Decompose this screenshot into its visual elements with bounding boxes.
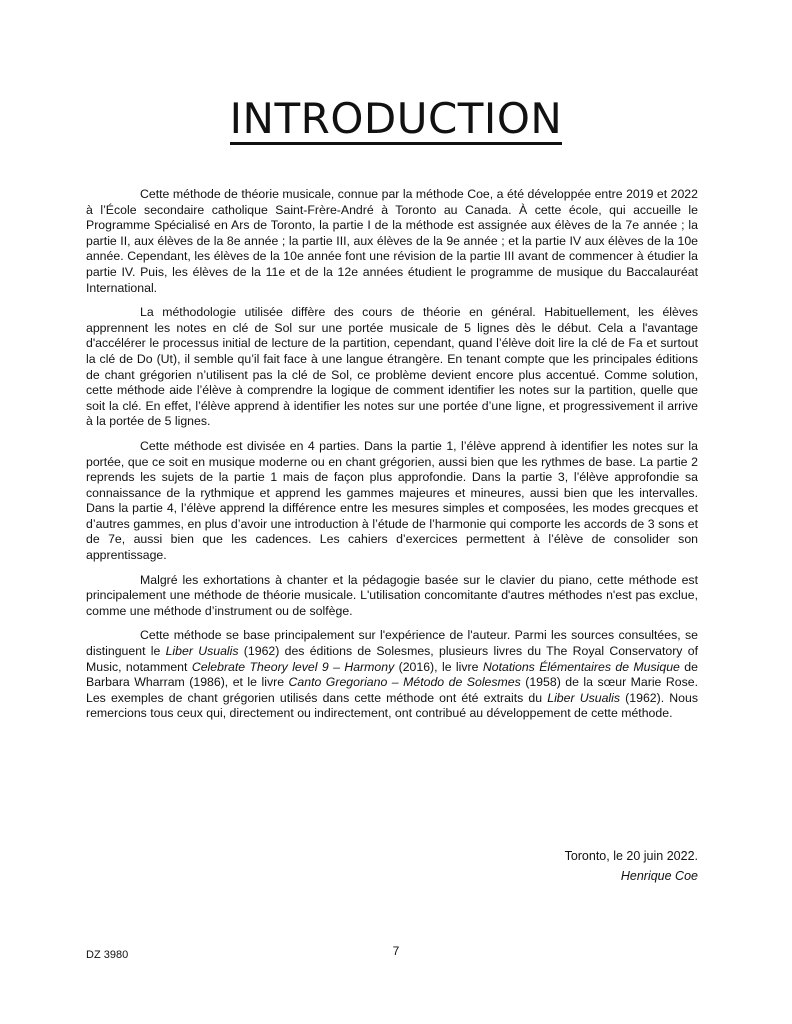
paragraph-3: Cette méthode est divisée en 4 parties. Dans la partie 1, l’élève apprend à identifier les notes sur la portée, que ce soit en musique moderne ou en chant grégorien, aussi bien que les rythmes de base. La partie 2 reprends les sujets de la partie 1 mais de façon plus approfondie. Dans la partie 3, l’élève approfondie sa connaissance de la rythmique et apprend les gammes majeures et mineures, aussi bien que les intervalles. Dans la partie 4, l’élève apprend la différence entre les mesures simples et composées, les modes grecques et d’autres gammes, en plus d’avoir une introduction à l’étude de l’harmonie qui comporte les accords de 3 sons et de 7e, aussi bien que les cadences. Les cahiers d’exercices permettent à l’élève de consolider son apprentissage. — [86, 438, 698, 563]
paragraph-5-text: Cette méthode se base principalement sur l'expérience de l'auteur. Parmi les sources consultées, se distinguent le — [86, 628, 698, 659]
paragraph-5-text: (1962) des éditions de Solesmes, plusieurs livres du The Royal Conservatory of Music, notamment — [86, 644, 698, 674]
page-title-text: INTRODUCTION — [229, 94, 563, 143]
book-title-celebrate-theory: Celebrate Theory level 9 – Harmony — [191, 659, 395, 674]
catalog-code: DZ 3980 — [86, 949, 129, 961]
paragraph-5-text: de Barbara Wharram (1986), et le livre — [86, 659, 698, 690]
signature-block — [565, 846, 698, 886]
paragraph-5 — [86, 628, 698, 722]
place-date: Toronto, le 20 juin 2022. — [564, 849, 698, 863]
paragraph-5-text: (1962). Nous remercions tous ceux qui, directement ou indirectement, ont contribué au développement de cette méthode. — [86, 690, 698, 721]
paragraph-2: La méthodologie utilisée diffère des cours de théorie en général. Habituellement, les élèves apprennent les notes en clé de Sol sur une portée musicale de 5 lignes dès le début. Cela a l'avantage d'accélérer le processus initial de lecture de la partition, cependant, quand l’élève doit lire la clé de Fa et surtout la clé de Do (Ut), il semble qu’il fait face à une langue étrangère. En tenant compte que les principales éditions de chant grégorien n’utilisent pas la clé de Sol, ce problème devient encore plus accentué. Comme solution, cette méthode aide l’élève à comprendre la logique de comment identifier les notes sur la partition, quelle que soit la clé. En effet, l’élève apprend à identifier les notes sur une portée d’une ligne, et progressivement il arrive à la portée de 5 lignes. — [86, 305, 698, 429]
page-title — [0, 94, 792, 145]
author-name: Henrique Coe — [620, 869, 698, 883]
book-title-liber-usualis-2: Liber Usualis — [547, 690, 621, 705]
introduction-body — [86, 187, 698, 731]
book-title-canto-gregoriano: Canto Gregoriano – Método de Solesmes — [288, 675, 521, 690]
book-title-notations-elementaires: Notations Élémentaires de Musique — [482, 659, 680, 674]
book-title-liber-usualis: Liber Usualis — [165, 644, 239, 659]
paragraph-4: Malgré les exhortations à chanter et la pédagogie basée sur le clavier du piano, cette méthode est principalement une méthode de théorie musicale. L'utilisation concomitante d'autres méthodes n'est pas exclue, comme une méthode d’instrument ou de solfège. — [86, 572, 698, 618]
paragraph-1: Cette méthode de théorie musicale, connue par la méthode Coe, a été développée entre 2019 et 2022 à l’École secondaire catholique Saint-Frère-André à Toronto au Canada. À cette école, qui accueille le Programme Spécialisé en Ars de Toronto, la partie I de la méthode est assignée aux élèves de la 7e année ; la partie II, aux élèves de la 8e année ; la partie III, aux élèves de la 9e année ; et la partie IV aux élèves de la 10e année. Cependant, les élèves de la 10e année font une révision de la partie III avant de commencer à étudier la partie IV. Puis, les élèves de la 11e et de la 12e années étudient le programme de musique du Baccalauréat International. — [86, 187, 698, 295]
paragraph-5-text: (2016), le livre — [394, 659, 483, 674]
paragraph-5-text: (1958) de la sœur Marie Rose. Les exemples de chant grégorien utilisés dans cette méthode ont été extraits du — [86, 675, 698, 705]
page-number: 7 — [392, 944, 400, 958]
